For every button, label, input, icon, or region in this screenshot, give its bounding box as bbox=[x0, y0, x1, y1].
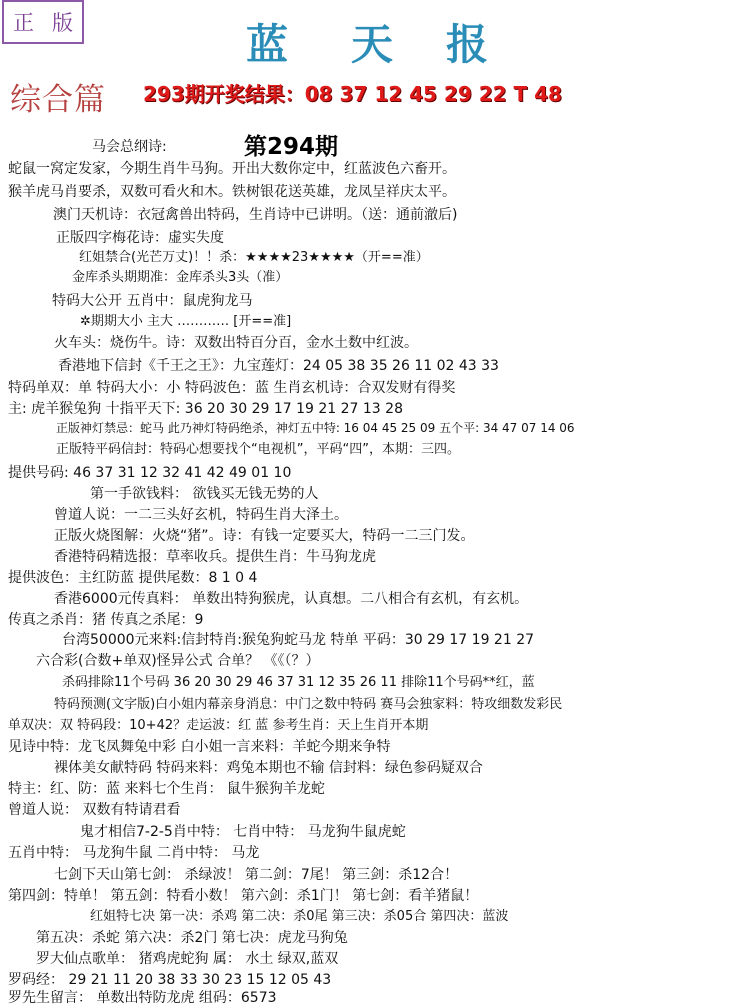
content-line: 提供号码: 46 37 31 12 32 41 42 49 01 10 bbox=[8, 465, 292, 481]
content-line: 特码大公开 五肖中：鼠虎狗龙马 bbox=[52, 293, 253, 309]
section-heading: 综合篇 bbox=[10, 82, 106, 118]
content-line: 正版火烧图解：火烧“猪”。诗：有钱一定要买大，特码一二三门发。 bbox=[54, 528, 475, 544]
content-line: 罗先生留言： 单数出特防龙虎 组码：6573 bbox=[8, 990, 277, 1006]
content-line: 六合彩(合数+单双)怪异公式 合单？ 《《（？） bbox=[36, 653, 320, 669]
authentic-stamp bbox=[2, 0, 84, 44]
content-line: 香港特码精选报：草率收兵。提供生肖：牛马狗龙虎 bbox=[54, 549, 376, 565]
content-line: 猴羊虎马肖要杀，双数可看火和木。铁树银花送英雄，龙凤呈祥庆太平。 bbox=[8, 184, 456, 200]
content-line: 曾道人说： 双数有特请君看 bbox=[8, 802, 181, 818]
title-char-2: 天 bbox=[351, 20, 396, 69]
content-line: 第四剑：特单！ 第五剑：特看小数！ 第六剑：杀1门！ 第七剑：看羊猪鼠！ bbox=[8, 888, 479, 904]
content-line: 马会总纲诗: bbox=[92, 139, 167, 155]
content-line: 香港6000元传真料： 单数出特狗猴虎，认真想。二八相合有玄机，有玄机。 bbox=[54, 591, 529, 607]
content-line: 澳门天机诗：衣冠禽兽出特码，生肖诗中已讲明。（送：通前澈后) bbox=[53, 207, 458, 223]
content-line: 提供波色：主红防蓝 提供尾数：8 1 0 4 bbox=[8, 570, 258, 586]
content-line: ✲期期大小 主大 ………… [开==准] bbox=[80, 314, 292, 329]
stamp-char-right: 版 bbox=[52, 11, 73, 35]
content-line: 台湾50000元来料:信封特肖:猴兔狗蛇马龙 特单 平码：30 29 17 19 21 27 bbox=[62, 632, 535, 648]
content-line: 见诗中特：龙飞凤舞兔中彩 白小姐一言来料：羊蛇今期来争特 bbox=[8, 739, 391, 755]
content-line: 曾道人说：一二三头好玄机，特码生肖大泽土。 bbox=[54, 507, 348, 523]
lottery-result: 293期开奖结果：08 37 12 45 29 22 T 48 bbox=[143, 82, 562, 106]
content-line: 第五决：杀蛇 第六决：杀2门 第七决：虎龙马狗兔 bbox=[36, 930, 348, 946]
newspaper-title bbox=[246, 12, 496, 70]
content-line: 罗大仙点歌单： 猪鸡虎蛇狗 属： 水土 绿双,蓝双 bbox=[36, 951, 339, 967]
title-char-3: 报 bbox=[446, 20, 491, 69]
content-line: 正版特平码信封：特码心想要找个“电视机”，平码“四”，本期：三四。 bbox=[56, 442, 460, 457]
content-line: 杀码排除11个号码 36 20 30 29 46 37 31 12 35 26 11 排除11个号码**红，蓝 bbox=[62, 675, 535, 690]
content-line: 五肖中特： 马龙狗牛鼠 二肖中特： 马龙 bbox=[8, 845, 260, 861]
content-line: 金库杀头期期准：金库杀头3头（准） bbox=[72, 270, 289, 285]
content-line: 香港地下信封《千王之王》：九宝莲灯：24 05 38 35 26 11 02 43 33 bbox=[58, 358, 499, 374]
content-line: 传真之杀肖：猪 传真之杀尾：9 bbox=[8, 612, 204, 628]
content-line: 罗码经： 29 21 11 20 38 33 30 23 15 12 05 43 bbox=[8, 972, 332, 988]
content-line: 裸体美女献特码 特码来料：鸡兔本期也不输 信封料：绿色参码疑双合 bbox=[54, 760, 483, 776]
content-line: 七剑下天山第七剑： 杀绿波！ 第二剑：7尾！ 第三剑：杀12合！ bbox=[54, 867, 459, 883]
content-line: 正版神灯禁忌：蛇马 此乃神灯特码绝杀，神灯五中特: 16 04 45 25 09 五个平: 34 47 07 14 06 bbox=[56, 421, 575, 435]
content-line: 单双决：双 特码段：10+42？走运波：红 蓝 参考生肖：天上生肖开本期 bbox=[8, 718, 429, 733]
title-char-1: 蓝 bbox=[246, 20, 291, 69]
content-line: 正版四字梅花诗：虚实失度 bbox=[56, 230, 224, 246]
content-line: 特码单双：单 特码大小：小 特码波色：蓝 生肖玄机诗：合双发财有得奖 bbox=[8, 380, 456, 396]
content-line: 第一手欲钱料： 欲钱买无钱无势的人 bbox=[90, 486, 319, 502]
content-line: 特主：红、防：蓝 来料七个生肖： 鼠牛猴狗羊龙蛇 bbox=[8, 781, 325, 797]
content-line: 红姐禁合(光芒万丈)！！杀：★★★★23★★★★（开==准） bbox=[79, 250, 429, 265]
content-line: 蛇鼠一窝定发家，今期生肖牛马狗。开出大数你定中，红蓝波色六畜开。 bbox=[8, 161, 456, 177]
issue-number: 第294期 bbox=[244, 134, 339, 160]
content-line: 特码预测(文字版)白小姐内幕亲身消息：中门之数中特码 赛马会独家料：特攻细数发彩民 bbox=[54, 697, 563, 712]
content-line: 主: 虎羊猴兔狗 十指平天下: 36 20 30 29 17 19 21 27 13 28 bbox=[8, 401, 403, 417]
content-line: 红姐特七决 第一决：杀鸡 第二决：杀0尾 第三决：杀05合 第四决：蓝波 bbox=[90, 909, 509, 924]
stamp-char-left: 正 bbox=[13, 11, 34, 35]
content-line: 鬼才相信7-2-5肖中特： 七肖中特： 马龙狗牛鼠虎蛇 bbox=[80, 824, 406, 840]
content-line: 火车头：烧伤牛。诗：双数出特百分百，金水土数中红波。 bbox=[54, 335, 418, 351]
